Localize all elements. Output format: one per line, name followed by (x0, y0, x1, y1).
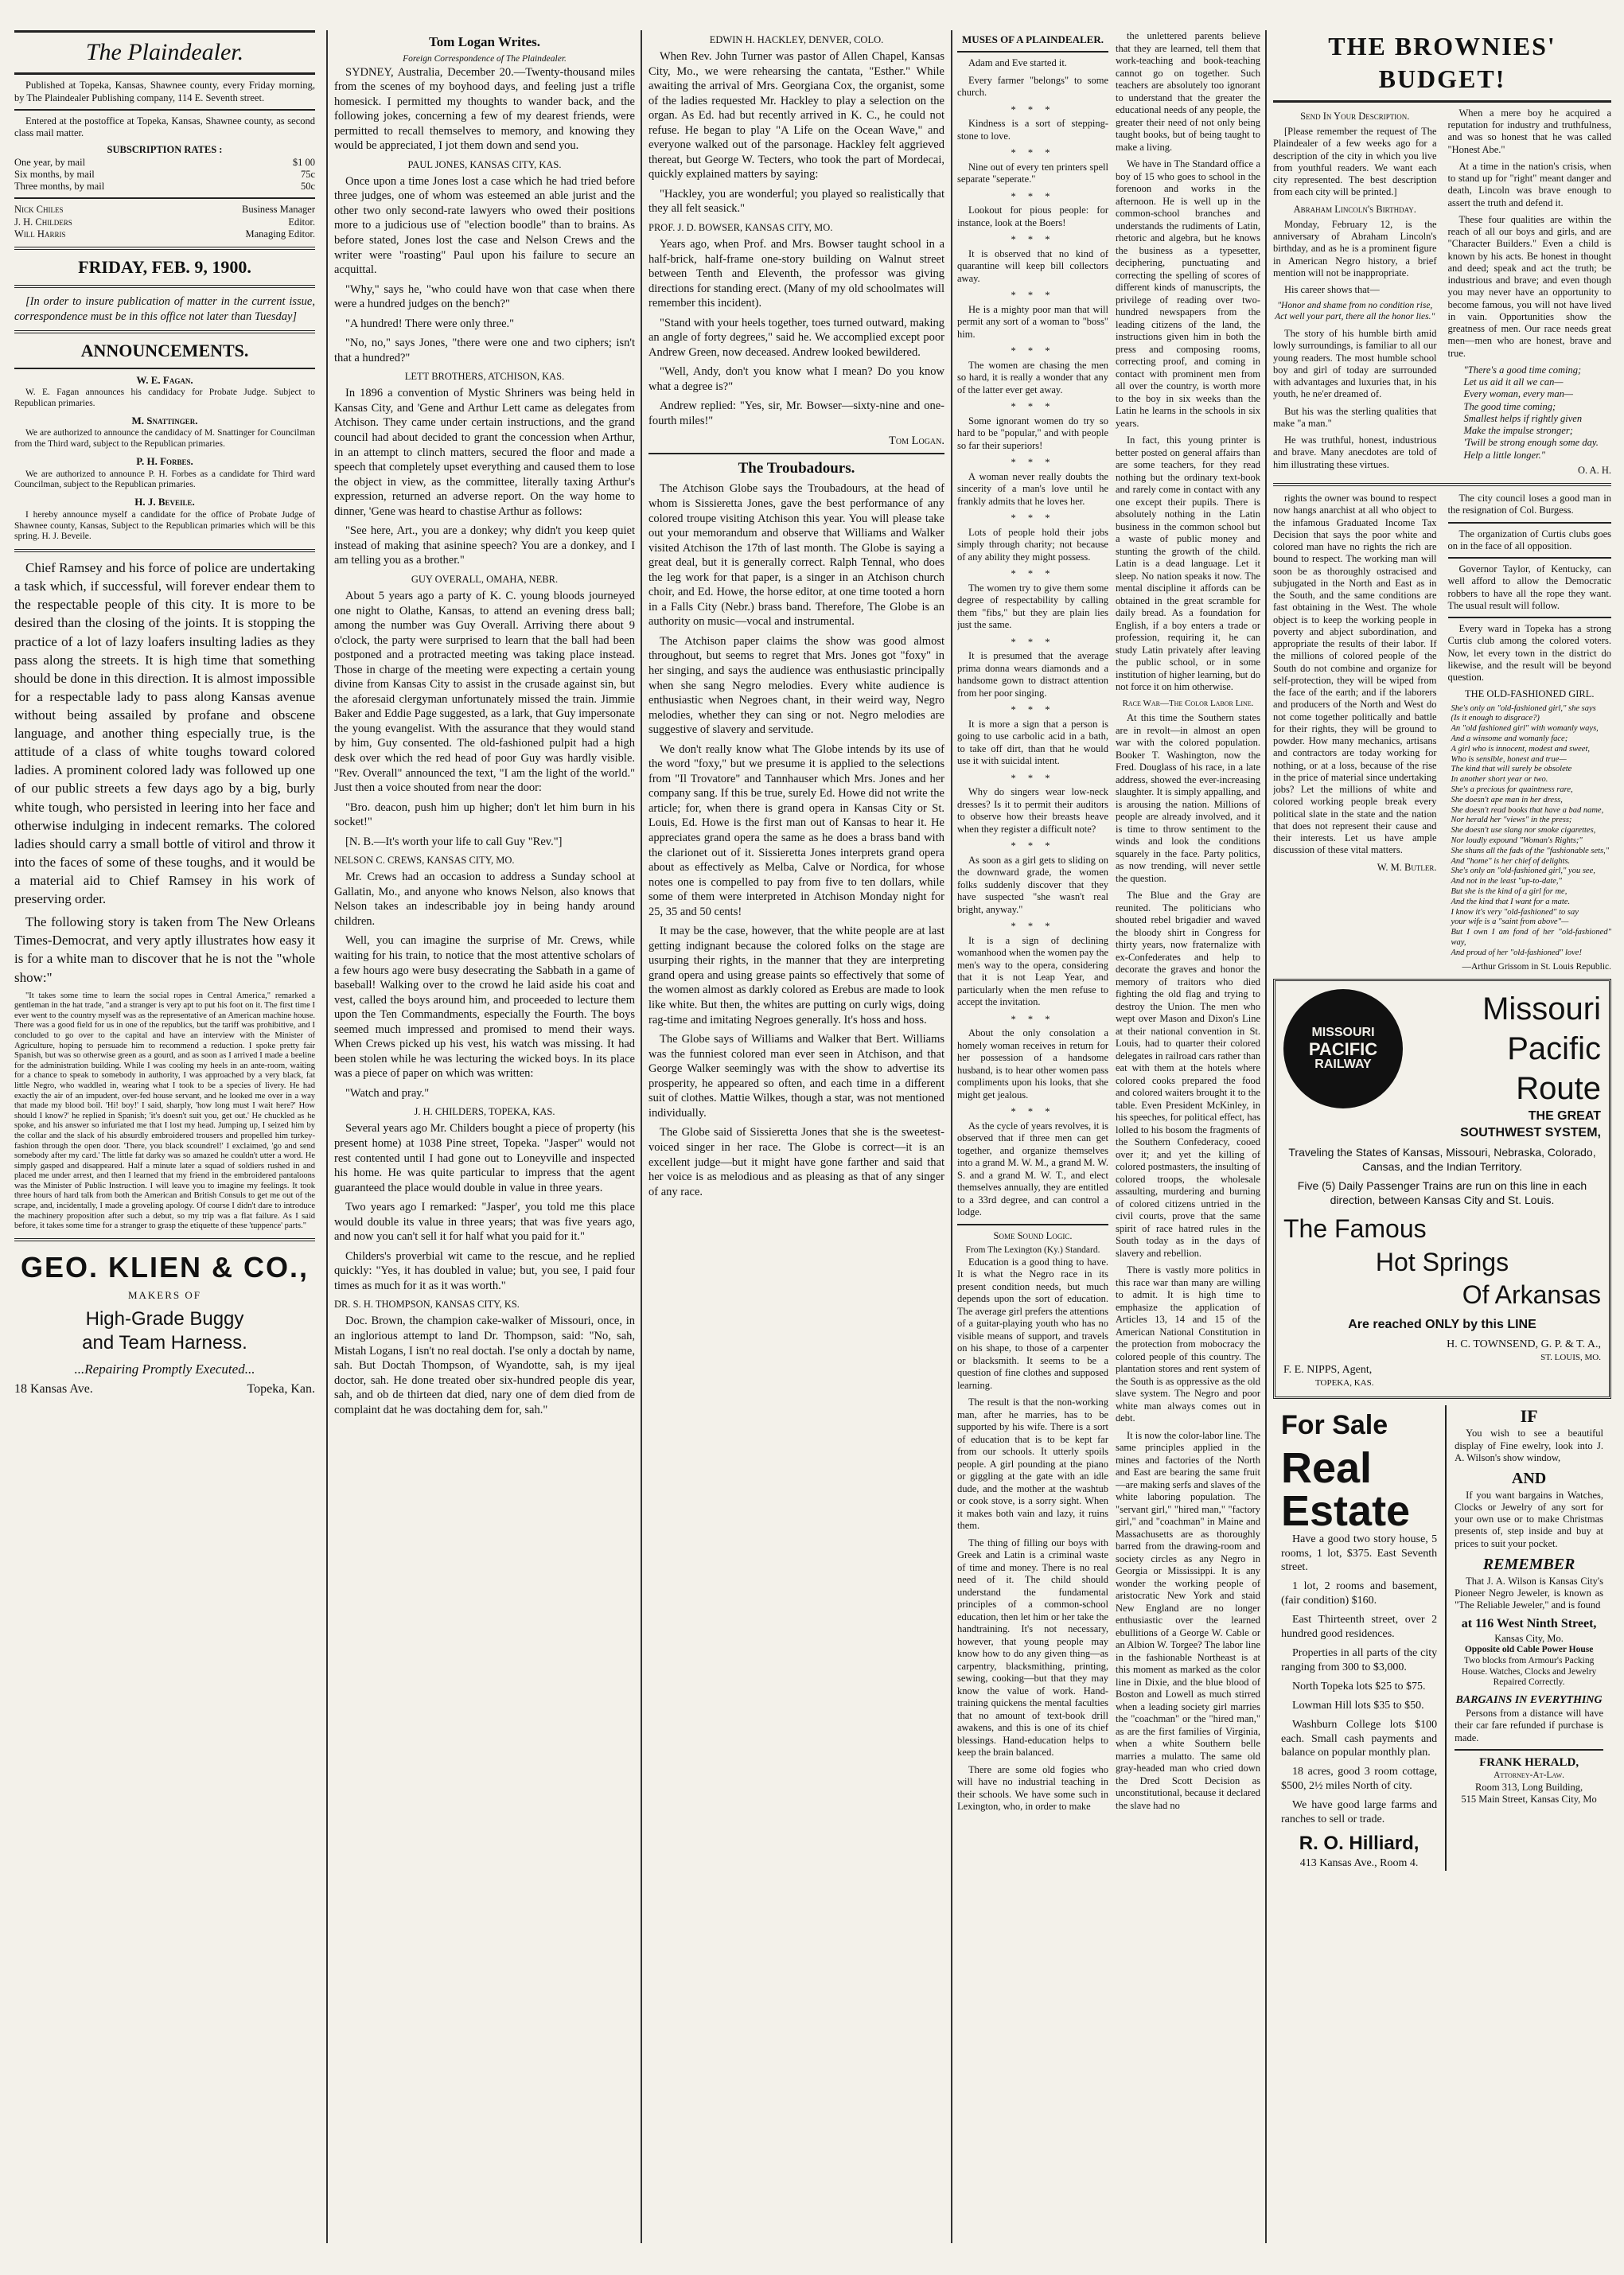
paragraph: When a mere boy he acquired a reputation for industry and truthfulness, and was so honest that he was called "Honest Abe." (1447, 107, 1611, 155)
paragraph: "A hundred! There were only three." (345, 317, 515, 330)
signature: Tom Logan. (889, 434, 944, 447)
paragraph: The Atchison Globe says the Troubadours, at the head of whom is Sissieretta Jones, gave the best performance of any colored troupe visiting Atchison this year. You will please take out your memorandum and observe that Williams and Walker visited Atchison the 17th of last month. The Globe is saying a great deal, but it is generally correct. Ralph Tennal, who does the leg work for that paper, is a singer in an Atchison church choir, and Ed. Howe, the horse editor, at one time tooted a horn in a Falls City (Nebr.) brass band. Therefore, The Globe is an authority on music—vocal and instrumental. (648, 482, 944, 629)
column-rule (326, 30, 328, 2243)
subscription-title: SUBSCRIPTION RATES : (107, 144, 223, 156)
paragraph: The Atchison paper claims the show was good almost throughout, but seems to regret that Mrs. Jones got "foxy" in her singing, and says the audience was enthusiastic principally when she sang Negro melodies. Every white audience is enthusiastic when Negroes chant, in their weird way, Negro melodies, whether they can sing or not. Negro melodies are suggestive of slavery and servitude. (648, 634, 944, 737)
brief-item: Governor Taylor, of Kentucky, can well afford to allow the Democratic robbers to have all the rope they want. The usual result will follow. (1447, 563, 1611, 611)
subhead: EDWIN H. HACKLEY, DENVER, COLO. (709, 34, 884, 45)
wilson-bargains: BARGAINS IN EVERYTHING (1455, 1694, 1603, 1707)
subhead: PROF. J. D. BOWSER, KANSAS CITY, MO. (648, 222, 833, 234)
sale-item: Have a good two story house, 5 rooms, 1 lot, $375. East Seventh street. (1281, 1533, 1438, 1574)
wilson-if: IF (1520, 1406, 1538, 1427)
sale-item: 1 lot, 2 rooms and basement, (fair condition) $160. (1281, 1580, 1438, 1607)
separator: * * * (1011, 103, 1055, 115)
muses-column (957, 30, 1108, 1818)
staff-list (14, 204, 315, 240)
mopac-townsend: H. C. TOWNSEND, G. P. & T. A., (1447, 1338, 1601, 1351)
railway-seal-icon: MISSOURI PACIFIC RAILWAY (1283, 989, 1403, 1108)
paragraph: His career shows that— (1284, 284, 1380, 296)
rate-row: Three months, by mail 50c (14, 181, 315, 193)
signature: W. M. Butler. (1377, 861, 1437, 873)
paragraph: [Please remember the request of The Plaindealer of a few weeks ago for a description of the city in which you live from youthful readers. We want each city represented. The best description from each city will be printed.] (1273, 126, 1437, 198)
announcement-text: We are authorized to announce P. H. Forbes as a candidate for Third ward Councilman, subject to the Republican primaries. (14, 469, 315, 490)
muse-item: He is a mighty poor man that will permit any sort of a woman to "boss" him. (957, 303, 1108, 340)
subscription-rates (14, 157, 315, 193)
announcement-name: M. Snattinger. (131, 414, 198, 427)
muse-item: Kindness is a sort of stepping-stone to love. (957, 118, 1108, 142)
klien-product: and Team Harness. (82, 1332, 247, 1354)
separator: * * * (1011, 772, 1055, 784)
announcement-text: We are authorized to announce the candidacy of M. Snattinger for Councilman from the Third ward, subject to the Republican primaries. (14, 428, 315, 450)
brownies-title: THE BROWNIES' BUDGET! (1273, 30, 1611, 103)
paragraph: Persons from a distance will have their car fare refunded if purchase is made. (1455, 1708, 1603, 1743)
logan-title: Tom Logan Writes. (429, 34, 540, 49)
paragraph: Education is a good thing to have. It is what the Negro race in its present condition needs, but much depends upon the sort of education. The average girl prefers the attentions of a guitar-playing youth who has no visible means of support, and travels on his shape, to those of a carpenter or blacksmith. It seems to be a question of fine clothes and supposed learning. (957, 1256, 1108, 1391)
sale-item: Washburn College lots $100 each. Small cash payments and balance on popular monthly plan. (1281, 1718, 1438, 1759)
troubadours-title: The Troubadours. (738, 460, 855, 477)
separator: * * * (1011, 1106, 1055, 1118)
paragraph: About 5 years ago a party of K. C. young bloods journeyed one night to Olathe, Kansas, to attend an evening dress ball; among the number was Guy Overall. Arriving there about 9 o'clock, the party were surprised to learn that the ball had been postponed and a protracted meeting was taking place instead. Those in charge of the meeting were expecting a certain young divine from Kansas City to assist in the crusade against sin, but the aforesaid clergyman unfortunately missed the train. Jimmie Baker and Eddie Page suggested, as a lark, that Guy impersonate the young evangelist. With the assurance that they would stand by him, Guy consented. The old-fashioned pulpit had a high desk over which the red head of poor Guy was hardly visible. "Rev. Overall" announced the text, "I am the light of the world." Just then a voice shouted from near the door: (334, 589, 635, 795)
announcements-title: ANNOUNCEMENTS. (80, 341, 249, 361)
column-2 (334, 30, 635, 2243)
paragraph: These four qualities are within the reach of all our boys and girls, and are "Character Builders." Even a child is known by his acts. Be honest in thought and deed; speak and act the truth; be industrious and brave; and even though you may never have an opportunity to become famous, you will not have lived in vain. Opportunities show the greatness of men. Our race needs great men—men who are honest, brave and true. (1447, 213, 1611, 359)
brief-item: Every ward in Topeka has a strong Curtis club among the colored voters. Now, let every town in the district do likewise, and the result will be beyond question. (1447, 623, 1611, 684)
mopac-southwest: SOUTHWEST SYSTEM, (1460, 1125, 1601, 1139)
brownies-right (1448, 107, 1612, 477)
subhead: Race War—The Color Labor Line. (1122, 698, 1254, 708)
separator: * * * (1011, 1013, 1055, 1025)
paragraph: The result is that the non-working man, after he marries, has to be supported by his wife. There is a sort of education that is to be kept far from our schools. It utterly spoils people. A girl pounding at the piano or giggling at the gate with an idle dude, and the mother at the washtub or cook stove, is a sorry sight. When it makes both vain and lazy, it ruins them. (957, 1397, 1108, 1532)
story-intro: The following story is taken from The New Orleans Times-Democrat, and very aptly illustrates how easy it is for a white man to discover that he is not the "whole show:" (14, 914, 315, 985)
mopac-reached: Are reached ONLY by this LINE (1348, 1317, 1536, 1331)
klien-ad-name: GEO. KLIEN & CO., (20, 1250, 310, 1284)
separator: * * * (1011, 921, 1055, 933)
paragraph: Once upon a time Jones lost a case which he had tried before three judges, one of whom was esteemed an able jurist and the other two only second-rate lawyers who owed their positions more to a judicious use of "election boodle" than to brains. As before stated, Jones lost the case and Nelson Crews and the writer were "roasting" Paul upon his failure to secure an acquittal. (334, 174, 635, 277)
subhead-credit: From The Lexington (Ky.) Standard. (965, 1245, 1100, 1256)
paragraph: SYDNEY, Australia, December 20.—Twenty-thousand miles from the scenes of my boyhood days, and feeling just a trifle homesick. I permitted my thoughts to wander back, and the following jokes, concerning a few of my dearest friends, were permitted to recall themselves to memory, and knowing they would be appreciated, I jot them down and send you. (334, 65, 635, 153)
muse-item: Some ignorant women do try so hard to be "popular," and with people so far their superiors! (957, 415, 1108, 451)
hot-springs: The Famous Hot Springs Of Arkansas (1283, 1213, 1601, 1310)
paragraph: If you want bargains in Watches, Clocks or Jewelry of any sort for your own use or to make Christmas presents of, step inside and buy at prices to suit your pocket. (1455, 1489, 1603, 1549)
muse-item: As soon as a girl gets to sliding on the downward grade, the women folks suddenly discover that they have suspected "she wasn't real bright, anyway." (957, 854, 1108, 915)
mopac-stlouis: ST. LOUIS, MO. (1540, 1353, 1601, 1363)
sale-heading: For Sale (1281, 1410, 1388, 1441)
column-rule (1265, 30, 1267, 2243)
paragraph: Several years ago Mr. Childers bought a piece of property (his present home) at 1038 Pine street, Topeka. "Jasper" would not rest contented until I had gone out to Loneyville and inspected his home. He was quite particular to impress that the agent guaranteed the place would double in value in three years. (334, 1122, 635, 1194)
briefs-column (1448, 493, 1612, 972)
muse-item: Why do singers wear low-neck dresses? Is it to permit their auditors to observe how their breasts heave when they register a difficult note? (957, 786, 1108, 835)
wilson-jeweler-ad (1447, 1405, 1611, 1870)
paragraph: It may be the case, however, that the white people are at last getting indignant because the colored folks on the stage are usurping their rights, in the manner that they are interpreting grand opera and using grease paints so effectively that some of the women almost as darkly colored as Erebus are made to look like white. But then, the whites are putting on curly wigs, doing rag-time and imitating Negroes generally. It's hoss and hoss. (648, 925, 944, 1026)
brief-item: The organization of Curtis clubs goes on in the face of all opposition. (1447, 528, 1611, 551)
subhead: Abraham Lincoln's Birthday. (1293, 203, 1416, 215)
paragraph: Two blocks from Armour's Packing House. Watches, Clocks and Jewelry Repaired Correctly. (1461, 1655, 1597, 1688)
brief-item: The city council loses a good man in the resignation of Col. Burgess. (1447, 493, 1611, 516)
separator: * * * (1011, 568, 1055, 580)
wilson-opposite: Opposite old Cable Power House (1464, 1644, 1594, 1654)
paragraph: Andrew replied: "Yes, sir, Mr. Bowser—sixty-nine and one-fourth miles!" (648, 399, 944, 428)
muse-item: It is presumed that the average prima donna wears diamonds and a handsome gown to distract attention from her poor singing. (957, 650, 1108, 699)
sale-item: 18 acres, good 3 room cottage, $500, 2½ miles North of city. (1281, 1766, 1438, 1793)
subhead: PAUL JONES, KANSAS CITY, KAS. (407, 158, 562, 170)
muse-item: As the cycle of years revolves, it is observed that if three men can get together, and organize themselves into a grand M. W. M., a grand M. W. S. and a grand M. W. T., and elect themselves annually, they are entitled to a 33rd degree, and can control a lodge. (957, 1120, 1108, 1218)
butler-and-briefs (1273, 493, 1611, 972)
staff-row: Nick Chiles Business Manager (14, 204, 315, 216)
column-1 (14, 30, 315, 2243)
mopac-trains: Five (5) Daily Passenger Trains are run on this line in each direction, between Kansas City and St. Louis. (1297, 1179, 1587, 1207)
paragraph: There are some old fogies who will have no industrial teaching in their schools. We have some such in Lexington, who, in order to make (957, 1763, 1108, 1813)
paragraph: rights the owner was bound to respect now hangs anarchist at all who object to the infamous Graduated Income Tax Decision that says the poor white and colored man have no rights the rich are bound to respect. The working man will soon be as thoroughly ostracised and subjugated in the North and East as in the South, and the same conditions are fast obtaining in the West. The whole object is to keep the working people in poverty and abject subordination, and appropriate the results of their labor. If the millions of colored people of the South do not combine and organize for self-protection, they will be wiped from the face of the earth; and if the laborers and producers of the North and West do not come together politically and battle for their rights, they will be ground to powder. How many mechanics, artisans and contractors are today working for nothing, or at a loss, because of the rise in the price of material since undertaking jobs? Let the millions of white and colored working people break every political slate in the state and the nation that does not represent their cause and their interests. Let us have ample discussion of these vital matters. (1273, 493, 1437, 856)
paragraph: In fact, this young printer is better posted on general affairs than are some teachers, for they read nothing but the ordinary text-book and rarely come in contact with any one except their pupils. There is absolutely nothing in the Latin business in the common school but a waste of public money and stunting the growth of the child. Latin is a dead language. Let it sleep. No nation speaks it now. The mental discipline it affords can be obtained in the great scramble for daily bread. As a foundation for English, if a boy enters a trade or profession, requiring it, he can study Latin privately after leaving the public school, or in some institution of higher learning, but do not force it on him otherwise. (1116, 434, 1260, 692)
logan-subtitle: Foreign Correspondence of The Plaindealer. (403, 53, 567, 64)
klien-makers: MAKERS OF (127, 1288, 202, 1301)
announcement-text: I hereby announce myself a candidate for the office of Probate Judge of Shawnee county, Kansas, Subject to the Republican primaries which will be this spring. H. J. Beveile. (14, 509, 315, 542)
separator: * * * (1011, 401, 1055, 413)
logic-column (957, 1591, 1108, 2243)
separator: * * * (1011, 147, 1055, 159)
brownies-left (1273, 107, 1437, 477)
entered-note: Entered at the postoffice at Topeka, Kansas, Shawnee county, as second class mail matter. (14, 115, 315, 139)
paragraph: When Rev. John Turner was pastor of Allen Chapel, Kansas City, Mo., we were rehearsing the cantata, "Esther." While awaiting the arrival of Mrs. Georgiana Cox, the organist, some of the ladies requested Mr. Hackley to play a selection on the organ. As Ed. had but recently arrived in K. C., he could not refuse. He began to play "A Life on the Ocean Wave," and everyone walked out of the parsonage. Hackley felt aggrieved thereat, but George W. Tecters, who took the part of Mordecai, quickly explained matters by saying: (648, 50, 944, 181)
paragraph: The story of his humble birth amid lowly surroundings, is familiar to all our young readers. The most humble school boy and girl of today are surrounded with advantages and luxuries that, in his youth, he ne'er dreamed of. (1273, 328, 1437, 400)
poem: She's only an "old-fashioned girl," she says (Is it enough to disgrace?) An "old fashioned girl" with womanly ways, And a winsome and womanly face; A girl who is innocent, modest and sweet, Who is sensible, honest and true— The kind that will surely be obsolete In another short year or two. She's a precious for quaintness rare, She doesn't ape man in her dress, She doesn't read books that have a bad name, Nor herald her "views" in the press; She doesn't use slang nor smoke cigarettes, Nor loudly expound "Woman's Rights;" She shuns all the fads of the "fashionable sets," And "home" is her chief of delights. She's only an "old-fashioned girl," you see, And not in the least "up-to-date," But she is the kind of a girl for me, And the kind that I want for a mate. I know it's very "old-fashioned" to say your wife is a "saint from above"— But I own I am fond of her "old-fashioned" way, And proud of her "old-fashioned" love! (1451, 703, 1611, 957)
paragraph: "Watch and pray." (345, 1086, 430, 1100)
klien-product: High-Grade Buggy (85, 1307, 244, 1330)
mopac-nipps: F. E. NIPPS, Agent, (1283, 1364, 1373, 1377)
publisher-note: Published at Topeka, Kansas, Shawnee county, every Friday morning, by The Plaindealer Publishing company, 114 E. Seventh street. (14, 80, 315, 103)
paragraph: Mr. Crews had an occasion to address a Sunday school at Gallatin, Mo., and anyone who knows Nelson, also knows that Nelson takes an indescribable joy in being handy around children. (334, 871, 635, 928)
essay-column (1116, 30, 1260, 2243)
mopac-states: Traveling the States of Kansas, Missouri, Nebraska, Colorado, Cansas, and the Indian Territory. (1288, 1146, 1596, 1174)
mopac-title: Missouri Pacific Route (1482, 991, 1601, 1107)
muse-item: A woman never really doubts the sincerity of a man's love until he frankly admits that he loves her. (957, 470, 1108, 507)
submission-notice: [In order to insure publication of matter in the current issue, correspondence must be in this office not later than Tuesday] (14, 295, 315, 323)
sale-item: North Topeka lots $25 to $75. (1292, 1680, 1426, 1693)
story-text: "It takes some time to learn the social ropes in Central America," remarked a gentleman in the hat trade, "and a stranger is very apt to put his foot on it. The first time I ever went to the country myself was as the representative of an American machine house. There was a good field for us in one of the republics, but the tariff was prohibitive, and I concluded to go over to the capital and have an interview with the Minister of Agriculture, hoping to persuade him to recommend a reduction. I spoke pretty fair Spanish, but was so otherwise green as a gourd, and as soon as I arrived I made a beeline for the administration building. While I was cooling my heels in an ante-room, waiting for a chance to speak to somebody in authority, I was approached by a very black, fat little Negro, who waddled in, wearing what I took to be a species of livery. He had exactly the air of an impudent, over-fed house servant, and he looked me over in a way that made my blood boil. 'Hi! boy!' I said, sharply, 'how long must I wait here?' How should I know?' he replied in Spanish; 'it's doesn't suit you, get out.' He chuckled as he spoke, and his answer so infuriated me that I lost my head. Jumping up, I seized him by the collar and the slack of his absurdly embroidered trousers and propelled him turkey-fashion through the open door. 'There, you black scoundrel!' I exclaimed, 'go and send somebody after my card.' The little fat darky was so amazed he couldn't utter a word. He simply gasped and disappeared. Half a minute later a squad of soldiers rushed in and placed me under arrest, and then I learned that my friend in the embroidered pantaloons was the Minister of Public Instruction. I will leave you to imagine my feelings. It took three hours of hard talk from both the American and British Consuls to get me out of the scrape, and, incidentally, I made a groveling apology. Of course I didn't dare to introduce the machinery proposition after such a debut, so my trip was a flat failure. As I said before, it takes some time for a stranger to grasp the etiquette of these 'tuppence' parts." (14, 991, 315, 1231)
paragraph: "Bro. deacon, push him up higher; don't let him burn in his socket!" (334, 801, 635, 829)
subhead: NELSON C. CREWS, KANSAS CITY, MO. (334, 855, 515, 867)
paragraph: The Globe said of Sissieretta Jones that she is the sweetest-voiced singer in her race. The Globe is correct—it is an excellent judge—but it might have gone farther and said that her voice is as melodious and as pleasing as that of any singer of any race. (648, 1126, 944, 1198)
muse-item: Nine out of every ten printers spell separate "seperate." (957, 161, 1108, 185)
paragraph: But his was the sterling qualities that make "a man." (1273, 405, 1437, 429)
muse-item: The women try to give them some degree of respectability by calling them "fibs," but they are plain lies just the same. (957, 582, 1108, 631)
subhead: THE OLD-FASHIONED GIRL. (1464, 688, 1595, 700)
announcement-text: W. E. Fagan announces his candidacy for Probate Judge. Subject to Republican primaries. (14, 388, 315, 408)
paragraph: "Hackley, you are wonderful; you played so realistically that they all felt seasick." (648, 187, 944, 216)
subhead: Send In Your Description. (1300, 110, 1410, 122)
subhead: LETT BROTHERS, ATCHISON, KAS. (404, 371, 565, 383)
mopac-topeka: TOPEKA, KAS. (1315, 1378, 1374, 1389)
sale-item: Properties in all parts of the city ranging from 300 to $3,000. (1281, 1647, 1438, 1673)
issue-date: FRIDAY, FEB. 9, 1900. (78, 257, 251, 278)
announcement-name: H. J. Beveile. (134, 496, 195, 508)
column-5 (1273, 30, 1611, 2243)
announcement-name: P. H. Forbes. (136, 454, 193, 467)
muse-item: About the only consolation a homely woman receives in return for her possession of a handsome husband, is to hear other women pass compliments upon his looks, that she might get jealous. (957, 1027, 1108, 1100)
paragraph: It is now the color-labor line. The same principles applied in the mines and factories of the North and East are bearing the same fruit—are making serfs and slaves of the white laboring population. The "servant girl," "hired man," "factory girl," and "coachman" in Maine and Massachusetts are as thoroughly barred from the drawing-room and society circles as any Negro in Georgia or Mississippi. It is any wonder the working people of aristocratic New York and staid New England are no longer enthusiastic over the learned ebullitions of a George W. Cable or an Albion W. Torgee? The labor line in the fashionable Northeast is at this moment as marked as the color line in Dixie, and the blue blood of Boston and Lowell as much stirred when a leading society girl marries the "coachman" or the "hired man," as are the first families of Virginia, when a white Southern belle marries a mulatto. The same old gray-headed man who cried down the Dred Scott Decision as unconstitutional, because it declared the slave had no (1116, 1429, 1260, 1811)
announcement-name: W. E. Fagan. (136, 373, 193, 386)
paragraph: Doc. Brown, the champion cake-walker of Missouri, once, in an inglorious attempt to land Dr. Thompson, said: "No, sah, Mistah Logans, I isn't no real doctah. I'se only a doctah by name, sah. But Doctah Thompson, of Wyandotte, sah, is my ijeal doctor, sah. He done treated ober six-hundred people dis year, sah, and ob de thirteen dat died, nary one of dem died from de complaint dat he was doctahing dem for, sah." (334, 1315, 635, 1416)
paragraph: "See here, Art., you are a donkey; why didn't you keep quiet instead of making that asinine speech? You are a donkey, and I am telling you as a brother." (334, 524, 635, 567)
column-rule (951, 30, 952, 2243)
subhead: DR. S. H. THOMPSON, KANSAS CITY, KS. (334, 1299, 520, 1311)
paragraph: We don't really know what The Globe intends by its use of the word "foxy," but we presume it is applied to the selections from "Il Trovatore" and Tannhauser which Mrs. Jones and her company sang. If this be true, surely Ed. Howe did not write the article; for, when there is grand opera in Kansas City or St. Louis, Ed. Howe is the first man out of Kansas to hear it. He appreciates grand opera the same as he does a brass band with the clarionet out of it. Sissieretta Jones interprets grand opera about as effectively as Melba, Calve or Nordica, for whose notes one is compelled to pay from five to ten dollars, while some of them were interpreted in Atchison Monday night for 25, 35 and 50 cents! (648, 742, 944, 918)
paragraph: Monday, February 12, is the anniversary of Abraham Lincoln's birthday, and as he is a prominent figure in American Negro history, a brief mention will not be inappropriate. (1273, 218, 1437, 279)
credit: —Arthur Grissom in St. Louis Republic. (1462, 961, 1611, 972)
muse-item: Adam and Eve started it. (968, 57, 1067, 69)
paragraph: You wish to see a beautiful display of Fine ewelry, look into J. A. Wilson's show window, (1455, 1428, 1603, 1463)
divider (957, 1224, 1108, 1225)
separator: * * * (1011, 190, 1055, 202)
paragraph: The Globe says of Williams and Walker that Bert. Williams was the funniest colored man ever seen in Atchison, and that George Walker seemingly was with the show to advertise its prosperity, he appeared so often, and each time in a different suit of clothes. Mattie Wilkes, though a star, was not mentioned individually. (648, 1033, 944, 1120)
sale-item: Lowman Hill lots $35 to $50. (1292, 1699, 1424, 1712)
mopac-header (1283, 989, 1601, 1108)
rate-row: Six months, by mail 75c (14, 168, 315, 180)
separator: * * * (1011, 636, 1055, 648)
butler-column (1273, 493, 1437, 972)
muses-title: MUSES OF A PLAINDEALER. (962, 33, 1104, 45)
klien-address-row: 18 Kansas Ave. Topeka, Kan. (14, 1381, 315, 1396)
muse-item: It is more a sign that a person is going to use carbolic acid in a bath, to take off dirt, than that he would use it with suicidal intent. (957, 718, 1108, 767)
muses-and-essay (957, 30, 1108, 1818)
muse-item: It is a sign of declining womanhood when the women pay the men's way to the opera, considering that it is not Leap Year, and particularly when the men refuse to accept the invitation. (957, 934, 1108, 1008)
paragraph: "Why," says he, "who could have won that case when there were a hundred judges on the bench?" (334, 282, 635, 311)
separator: * * * (1011, 704, 1055, 716)
muse-item: It is observed that no kind of quarantine will keep bill collectors away. (957, 247, 1108, 284)
masthead: The Plaindealer. (14, 30, 315, 75)
paragraph: The thing of filling our boys with Greek and Latin is a criminal waste of time and money. There is no real need of it. The child should understand the fundamental principles of a common-school education, then let him or her take the handtraining. It's not necessary, however, that young people may know how to do any given thing—as carpentry, blacksmithing, printing, sewing, cooking—but that they may know the value of work. Hand-training quickens the mental faculties that no amount of text-book drill awakens, and this is one of its chief blessings. Hand-education helps to keep the brain balanced. (957, 1537, 1108, 1759)
paragraph: He was truthful, honest, industrious and brave. Many anecdotes are told of him illustrating these virtues. (1273, 434, 1437, 470)
paragraph: We have in The Standard office a boy of 15 who goes to school in the forenoon and works in the afternoon. He is well up in the common-school branches and understands the rudiments of Latin, rhetoric and algebra, but he knows the business as a typesetter, deciphering, punctuating and correcting the spelling of scores of different kinds of manuscripts, the privilege of reading over two-hundred newspapers from the leading citizens of the land, the instructions given him in both the press and composing rooms, correcting proof, and coming in contact with prominent men from all over the country, is worth more to the boy in six weeks than the Latin he learns in the schools in six years. (1116, 158, 1260, 429)
subhead: GUY OVERALL, OMAHA, NEBR. (411, 573, 559, 585)
separator: * * * (1011, 512, 1055, 524)
separator: * * * (1011, 457, 1055, 469)
sale-address: 413 Kansas Ave., Room 4. (1299, 1856, 1419, 1869)
real-estate-ad (1273, 1405, 1447, 1870)
staff-row: J. H. Childers Editor. (14, 216, 315, 228)
mopac-great: THE GREAT (1528, 1109, 1601, 1124)
herald-title: Attorney-At-Law. (1494, 1771, 1565, 1780)
herald-name: FRANK HERALD, (1479, 1755, 1579, 1769)
paragraph: "Stand with your heels together, toes turned outward, making an angle of forty degrees," said he. We accomplied except poor Andrew Green, now deceased. Andrew looked bewildered. (648, 316, 944, 359)
paragraph: Years ago, when Prof. and Mrs. Bowser taught school in a half-brick, half-frame one-story building on Walnut street between Tenth and Eleventh, the professor was giving directions for standing erect. (Many of my old schoolmates will remember this incident). (648, 238, 944, 310)
quote: "Honor and shame from no condition rise, Act well your part, there all the honor lies." (1275, 301, 1435, 322)
paragraph: the unlettered parents believe that they are learned, tell them that work-teaching and book-teaching cannot go on together. Such teachers are absolutely too ignorant to understand that the greater the educational needs of any people, the greater their need of not only being taught books, but of being taught to make a living. (1116, 30, 1260, 153)
muse-item: The women are chasing the men so hard, it is really a wonder that any of the latter ever get away. (957, 359, 1108, 395)
paragraph: At this time the Southern states are in revolt—in almost an open war with the colored population. Booker T. Washington, now the Fred. Douglass of his race, in a late address, showed the ever-increasing slaughter. It is simply appalling, and is arousing the nation. Millions of people are already involved, and it is time to throw sentiment to the winds and look the conditions squarely in the face. Party politics, as now trending, will never settle the question. (1116, 712, 1260, 884)
paragraph: There is vastly more politics in this race war than many are willing to admit. It is high time to emphasize the application of Articles 13, 14 and 15 of the American National Constitution in the protection from mobocracy the colored people of this country. The plantation stores and rent system of the South is as oppressive as the old slave system. The Negro and poor white man always comes out in debt. (1116, 1264, 1260, 1424)
rate-row: One year, by mail $1 00 (14, 156, 315, 168)
herald-address: 515 Main Street, Kansas City, Mo (1461, 1794, 1597, 1806)
klien-repair: ...Repairing Promptly Executed... (74, 1361, 255, 1377)
signature: O. A. H. (1577, 464, 1611, 476)
subhead: J. H. CHILDERS, TOPEKA, KAS. (414, 1106, 555, 1118)
staff-row: Will Harris Managing Editor. (14, 228, 315, 240)
column-rule (641, 30, 642, 2243)
paragraph: Well, you can imagine the surprise of Mr. Crews, while waiting for his train, to notice that the most attentive scholars of a few hours ago were busy desecrating the Sabbath in a game of baseball! Walking over to the crowd he laid aside his coat and vest, called the boys around him, and proceeded to lecture them upon the Ten Commandments, especially the Fourth. The boys seemed much impressed and promised to mend their ways. When Crews picked up his vest, his watch was missing. It had been stolen while he was lecturing the wicked boys. In its place was a piece of paper on which was written: (334, 934, 635, 1081)
poem: "There's a good time coming; Let us aid it all we can— Every woman, every man— The good time coming; Smallest helps if rightly given Make the impulse stronger; 'Twill be strong enough some day. Help a little longer." (1463, 364, 1599, 461)
paragraph: [N. B.—It's worth your life to call Guy "Rev."] (345, 835, 563, 848)
wilson-city: Kansas City, Mo. (1494, 1632, 1564, 1644)
paragraph: In 1896 a convention of Mystic Shriners was being held in Kansas City, and 'Gene and Arthur Lett came as delegates from Atchison. They came under certain instructions, and the grand council had about decided to grant the concession when Arthur, in an attempt to clinch matters, secured the floor and made a speech that completely upset everything and caused them to lose the object in view, as the committee, literally taxing Arthur's expression, returned an adverse report. On the way home to dinner, 'Gene was heard to chastise Arthur as follows: (334, 387, 635, 518)
muse-item: Lookout for pious people: for instance, look at the Boers! (957, 205, 1108, 228)
wilson-address: at 116 West Ninth Street, (1461, 1617, 1597, 1631)
wilson-and: AND (1511, 1470, 1547, 1488)
muse-item: Lots of people hold their jobs simply through charity; not because of any ability they might possess. (957, 526, 1108, 563)
paragraph: "No, no," says Jones, "there were one and two ciphers; isn't that a hundred?" (334, 337, 635, 364)
separator: * * * (1011, 840, 1055, 852)
sale-agent: R. O. Hilliard, (1299, 1832, 1420, 1854)
sale-item: We have good large farms and ranches to sell or trade. (1281, 1799, 1438, 1826)
subhead: Some Sound Logic. (993, 1229, 1073, 1241)
ramsey-editorial: Chief Ramsey and his force of police are undertaking a task which, if successful, will forever endear them to the respectable people of this city. It is more to be desired than the closing of the joints. It is stopping the practice of a lot of lazy loafers insulting ladies as they pass along the streets. It is high time that something should be done in this direction. It is almost impossible for a respectable lady to pass along Kansas avenue without being assailed by profane and obscene language, and another thing especially true, is the attitude of a class of white toughs toward colored ladies. A prominent colored lady was followed up one of our public streets a few days ago by a big, burly white tough, who persisted in leering into her face and otherwise indulging in indecent remarks. The colored ladies should carry a small bottle of vitirol and throw it into the faces of some of these toughs, and it would be a material aid to Chief Ramsey in his work of preserving order. (14, 560, 315, 907)
paragraph: The Blue and the Gray are reunited. The politicians who shouted rebel brigadier and waved the bloody shirt in Congress for thirty years, now fraternalize with ex-Confederates and help to decorate the graves and honor the memory of traitors who died fighting the old flag and trying to destroy the Union. The men who wept over Mason and Dixon's Line at their national convention in St. Louis, had to quarter their colored delegates in railroad cars rather than eat with them at the hotels where colored cooks prepared the food and colored waiters brought it to the table. Even President McKinley, in his speeches, for political effect, has lolled to his bosom the fragments of the Southern Confederacy, cooed over it; and yet the killing of colored postmasters, the insulting of colored troops, the wholesale assaulting, murdering and burning of colored citizens untried in the civil courts, prove that the same spirit of race hatred rules in the South today as in the days of slavery and rebellion. (1116, 890, 1260, 1259)
missouri-pacific-ad (1273, 979, 1611, 1399)
sale-item: East Thirteenth street, over 2 hundred good residences. (1281, 1614, 1438, 1641)
paragraph: Two years ago I remarked: "Jasper', you told me this place would double its value in three years; that was five years ago, and now you can't sell it for half what you paid for it." (334, 1201, 635, 1244)
herald-room: Room 313, Long Building, (1475, 1781, 1583, 1793)
brownies-body (1273, 107, 1611, 477)
paragraph: "Well, Andy, don't you know what I mean? Do you know what a degree is?" (648, 365, 944, 393)
separator: * * * (1011, 234, 1055, 246)
column-3 (648, 30, 944, 2243)
paragraph: Childers's proverbial wit came to the rescue, and he replied quickly: "Yes, it has doubled in value; but, you see, I paid four times as much for it as it was worth." (334, 1249, 635, 1292)
paragraph: That J. A. Wilson is Kansas City's Pioneer Negro Jeweler, is known as "The Reliable Jeweler," and is found (1455, 1575, 1603, 1611)
announcements (14, 374, 315, 543)
wilson-remember: REMEMBER (1482, 1555, 1575, 1573)
bottom-ads (1273, 1405, 1611, 1870)
separator: * * * (1011, 345, 1055, 357)
muse-item: Every farmer "belongs" to some church. (957, 74, 1108, 99)
separator: * * * (1011, 290, 1055, 302)
paragraph: At a time in the nation's crisis, when to stand up for "right" meant danger and death, Lincoln was brave enough to assert the truth and defend it. (1447, 160, 1611, 208)
sale-heading-big: Real Estate (1281, 1443, 1411, 1535)
